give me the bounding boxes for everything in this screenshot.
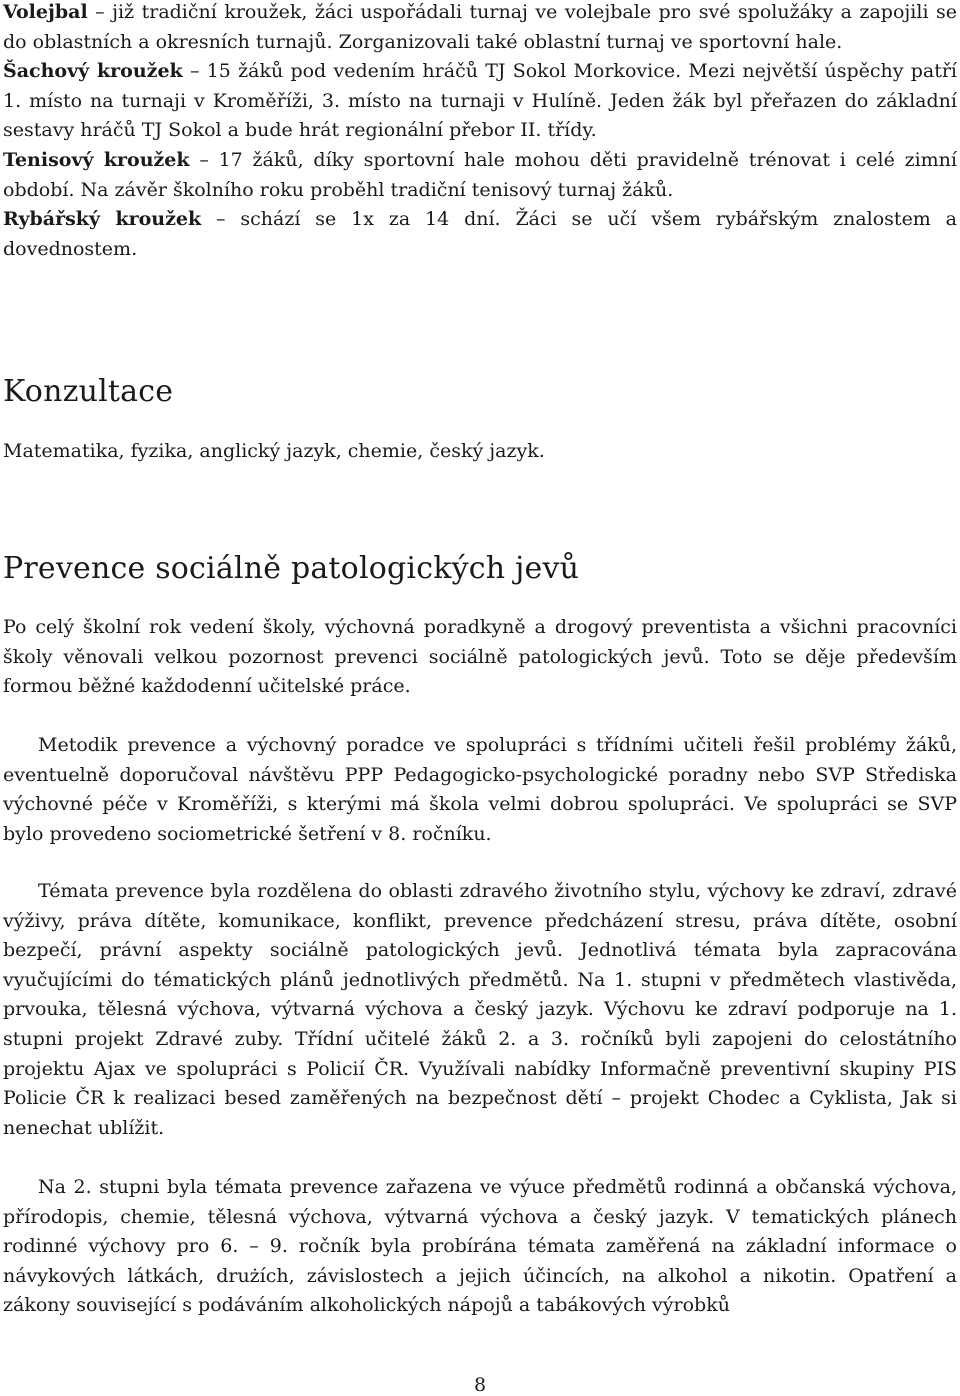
club-text: 15 žáků pod vedením hráčů TJ Sokol Morkovice. Mezi největší úspěchy patří 1. místo na turnaji v Kroměříži, 3. místo na turnaji v Hulíně. Jeden žák byl přeřazen do základní sestavy hráčů TJ Sokol a bude hrát regionální přebor II. třídy. [3, 60, 957, 142]
section-heading-konzultace: Konzultace [3, 374, 174, 409]
club-title: Rybářský kroužek [3, 208, 202, 231]
prevence-paragraph-2: Metodik prevence a výchovný poradce ve spolupráci s třídními učiteli řešil problémy žáků, eventuelně doporučoval návštěvu PPP Pedagogicko-psychologické poradny nebo SVP Střediska výchovné péče v Kroměříži, s kterými má škola velmi dobrou spolupráci. Ve spolupráci se SVP bylo provedeno sociometrické šetření v 8. ročníku. [3, 734, 957, 845]
club-title: Volejbal [3, 1, 88, 23]
club-text: 17 žáků, díky sportovní hale mohou děti pravidelně trénovat i celé zimní období. Na závěr školního roku proběhl tradiční tenisový turnaj žáků. [3, 148, 957, 201]
club-entry-sachy [3, 57, 957, 146]
page-number: 8 [473, 1374, 487, 1396]
section-heading-prevence: Prevence sociálně patologických jevů [3, 551, 580, 586]
prevence-paragraph-3: Témata prevence byla rozdělena do oblasti zdravého životního stylu, výchovy ke zdraví, zdravé výživy, práva dítěte, komunikace, konflikt, prevence předcházení stresu, práva dítěte, osobní bezpečí, právní aspekty sociálně patologických jevů. Jednotlivá témata byla zapracována vyučujícími do tématických plánů jednotlivých předmětů. Na 1. stupni v předmětech vlastivěda, prvouka, tělesná výchova, výtvarná výchova a český jazyk. Výchovu ke zdraví podporuje na 1. stupni projekt Zdravé zuby. Třídní učitelé žáků 2. a 3. ročníků byli zapojeni do celostátního projektu Ajax ve spolupráci s Policií ČR. Využívali nabídky Informačně preventivní skupiny PIS Policie ČR k realizaci besed zaměřených na bezpečnost dětí – projekt Chodec a Cyklista, Jak si nenechat ublížit. [3, 880, 957, 1139]
club-title: Tenisový kroužek [3, 148, 190, 171]
club-dash: – [199, 148, 209, 171]
konzultace-text: Matematika, fyzika, anglický jazyk, chemie, český jazyk. [3, 440, 545, 462]
club-entry-tenis [3, 146, 957, 205]
club-text: již tradiční kroužek, žáci uspořádali turnaj ve volejbale pro své spolužáky a zapojili se do oblastních a okresních turnajů. Zorganizovali také oblastní turnaj ve sportovní hale. [3, 1, 957, 53]
prevence-paragraph-4: Na 2. stupni byla témata prevence zařazena ve výuce předmětů rodinná a občanská výchova, přírodopis, chemie, tělesná výchova, výtvarná výchova a český jazyk. V tematických plánech rodinné výchovy pro 6. – 9. ročník byla probírána témata zaměřená na základní informace o návykových látkách, drużích, závislostech a jejich účincích, na alkohol a nikotin. Opatření a zákony související s podáváním alkoholických nápojů a tabákových výrobků [3, 1176, 957, 1317]
club-entry-rybari [3, 205, 957, 264]
prevence-paragraph-1: Po celý školní rok vedení školy, výchovná poradkyně a drogový preventista a všichni pracovníci školy věnovali velkou pozornost prevenci sociálně patologických jevů. Toto se děje především formou běžné každodenní učitelské práce. [3, 616, 957, 698]
club-entry-volejbal [3, 0, 957, 57]
clubs-section [3, 0, 957, 264]
club-dash: – [216, 208, 226, 231]
club-dash: – [189, 60, 200, 83]
club-title: Šachový kroužek [3, 60, 183, 83]
club-text: schází se 1x za 14 dní. Žáci se učí všem rybářským znalostem a dovednostem. [3, 208, 958, 260]
club-dash: – [95, 1, 105, 23]
